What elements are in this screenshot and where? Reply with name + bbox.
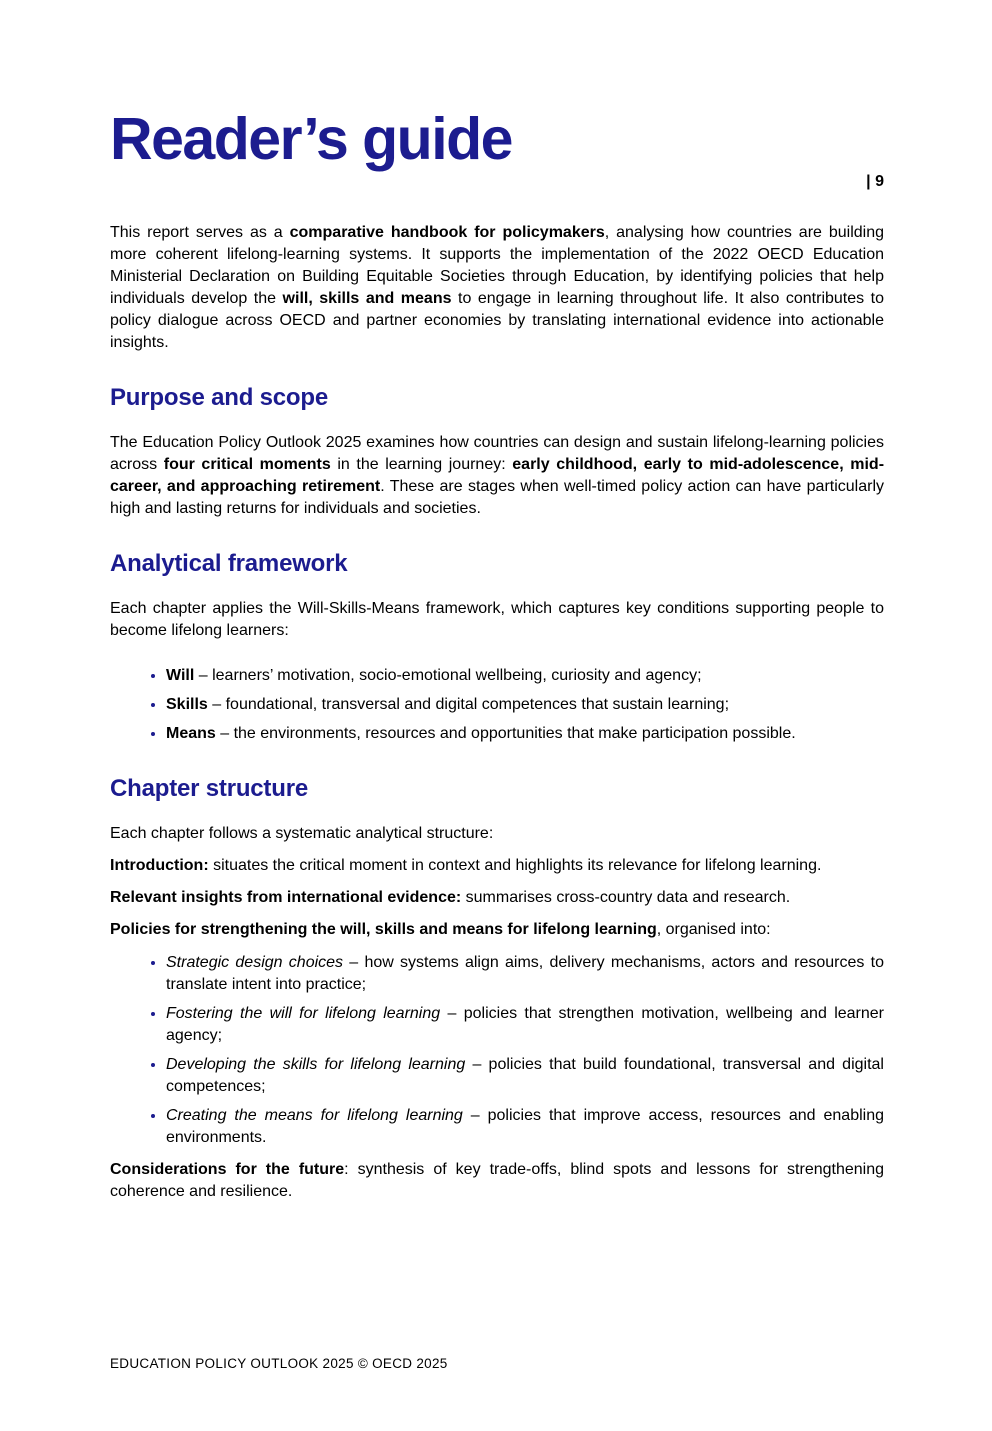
list-item-fostering-the-will: • Fostering the will for lifelong learning – policies that strengthen motivation, wellbeing and learner agency; — [166, 1002, 884, 1047]
list-item-strategic-design-choices: • Strategic design choices – how systems align aims, delivery mechanisms, actors and resources to translate intent into practice; — [166, 951, 884, 996]
chapter-structure-lead: Each chapter follows a systematic analytical structure: — [110, 824, 494, 842]
section-heading-purpose-and-scope: Purpose and scope — [110, 383, 328, 411]
purpose-scope-paragraph: The Education Policy Outlook 2025 examines how countries can design and sustain lifelong-learning policies across four critical moments in the learning journey: early childhood, early to mid-adolescence, mid-career, and approaching retirement. These are stages when well-timed policy action can have particularly high and lasting returns for individuals and societies. — [110, 433, 885, 517]
analytical-framework-intro: Each chapter applies the Will-Skills-Means framework, which captures key conditions supporting people to become lifelong learners: — [110, 599, 884, 639]
list-item-skills: • Skills – foundational, transversal and digital competences that sustain learning; — [166, 693, 884, 716]
policy-strands-list — [110, 951, 884, 1149]
chapter-item-introduction: Introduction: situates the critical moment in context and highlights its relevance for lifelong learning. — [110, 856, 822, 874]
considerations-paragraph: Considerations for the future: synthesis of key trade-offs, blind spots and lessons for strengthening coherence and resilience. — [110, 1160, 885, 1200]
will-skills-means-list — [110, 664, 884, 745]
list-item-creating-the-means: • Creating the means for lifelong learning – policies that improve access, resources and enabling environments. — [166, 1104, 884, 1149]
chapter-item-policies: Policies for strengthening the will, skills and means for lifelong learning, organised into: — [110, 920, 771, 938]
list-item-means: • Means – the environments, resources and opportunities that make participation possible. — [166, 722, 884, 745]
document-page — [0, 108, 992, 1203]
section-heading-analytical-framework: Analytical framework — [110, 549, 348, 577]
section-heading-chapter-structure: Chapter structure — [110, 774, 308, 802]
chapter-item-relevant-insights: Relevant insights from international evidence: summarises cross-country data and research. — [110, 888, 791, 906]
intro-paragraph: This report serves as a comparative handbook for policymakers, analysing how countries are building more coherent lifelong-learning systems. It supports the implementation of the 2022 OECD Education Ministerial Declaration on Building Equitable Societies through Education, by identifying policies that help individuals develop the will, skills and means to engage in learning throughout life. It also contributes to policy dialogue across OECD and partner economies by translating international evidence into actionable insights. — [110, 223, 885, 351]
footer-text: EDUCATION POLICY OUTLOOK 2025 © OECD 2025 — [110, 1356, 448, 1371]
page-number: | 9 — [866, 173, 884, 190]
list-item-developing-the-skills: • Developing the skills for lifelong learning – policies that build foundational, transversal and digital competences; — [166, 1053, 884, 1098]
page-title: Reader’s guide — [110, 106, 512, 172]
list-item-will: • Will – learners’ motivation, socio-emotional wellbeing, curiosity and agency; — [166, 664, 884, 687]
